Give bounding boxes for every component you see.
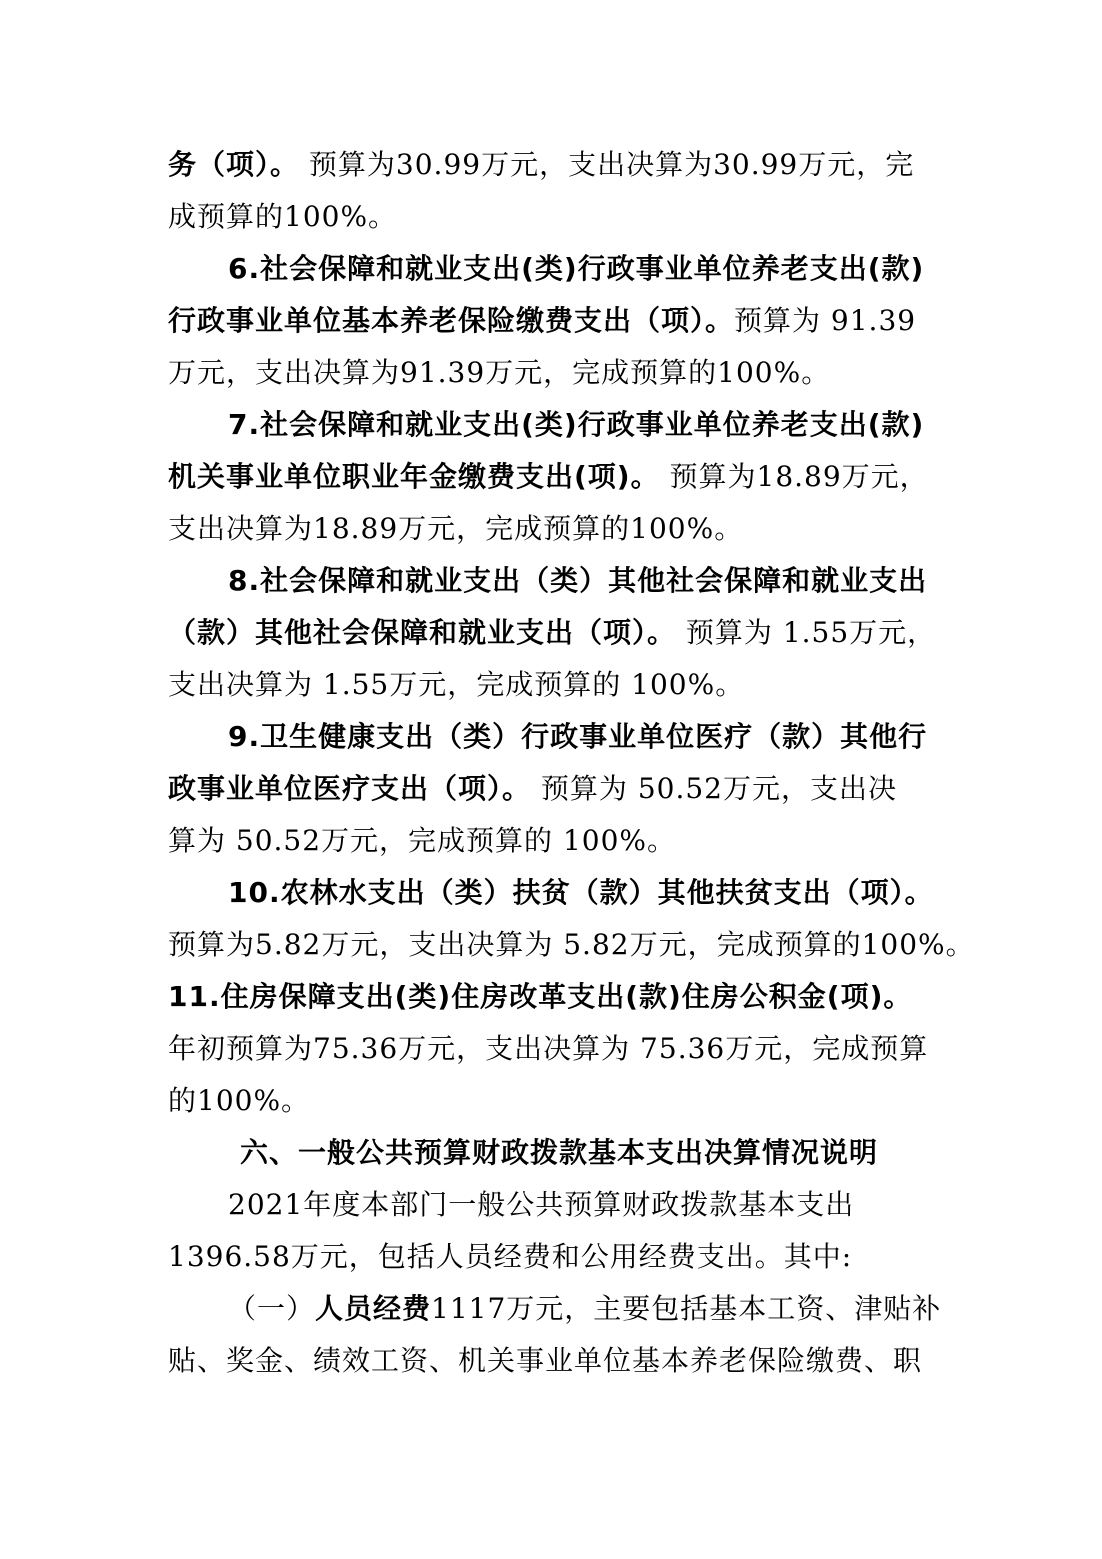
text-line	[168, 1075, 310, 1127]
body-text: 预算为 91.39	[734, 304, 917, 337]
body-text: 成预算的100%。	[168, 200, 398, 233]
item-6-title	[228, 243, 924, 295]
body-text: 支出决算为 1.55万元，完成预算的 100%。	[168, 668, 745, 701]
body-text: 万元，支出决算为91.39万元，完成预算的100%。	[168, 356, 831, 389]
body-text: 贴、奖金、绩效工资、机关事业单位基本养老保险缴费、职	[168, 1344, 923, 1377]
bold-text: 7.社会保障和就业支出(类)行政事业单位养老支出(款)	[228, 408, 925, 441]
text-line	[168, 1335, 922, 1387]
bold-text: 务（项）。	[168, 148, 300, 181]
item-7-title	[228, 399, 924, 451]
text-line	[168, 763, 897, 815]
bold-text: 行政事业单位基本养老保险缴费支出（项）。	[168, 304, 735, 337]
body-text: 预算为5.82万元，支出决算为 5.82万元，完成预算的100%。	[168, 928, 975, 961]
bold-text: 6.社会保障和就业支出(类)行政事业单位养老支出(款)	[228, 252, 925, 285]
body-text: （一）	[228, 1292, 316, 1325]
item-11-title	[168, 971, 912, 1023]
text-line	[168, 919, 975, 971]
text-line	[168, 659, 744, 711]
body-text: 的100%。	[168, 1084, 311, 1117]
bold-text: 机关事业单位职业年金缴费支出(项)。	[168, 460, 660, 493]
bold-text: 11.住房保障支出(类)住房改革支出(款)住房公积金(项)。	[168, 980, 913, 1013]
bold-text: 政事业单位医疗支出（项）。	[168, 772, 532, 805]
body-text: 预算为 1.55万元，	[676, 616, 937, 649]
item-10-title	[228, 867, 934, 919]
text-line	[168, 503, 743, 555]
body-text: 年初预算为75.36万元，支出决算为 75.36万元，完成预算	[168, 1032, 929, 1065]
text-line	[168, 347, 830, 399]
bold-text: （款）其他社会保障和就业支出（项）。	[168, 616, 677, 649]
text-line	[168, 1231, 852, 1283]
text-line	[168, 1023, 928, 1075]
text-line	[168, 295, 916, 347]
body-text: 2021年度本部门一般公共预算财政拨款基本支出	[228, 1188, 855, 1221]
text-line	[168, 191, 397, 243]
item-9-title	[228, 711, 927, 763]
body-text: 预算为 50.52万元，支出决	[531, 772, 897, 805]
text-line	[168, 815, 676, 867]
text-line	[168, 139, 914, 191]
bold-text: 8.社会保障和就业支出（类）其他社会保障和就业支出	[228, 564, 928, 597]
bold-text: 人员经费	[315, 1292, 432, 1325]
bold-text: 9.卫生健康支出（类）行政事业单位医疗（款）其他行	[228, 720, 928, 753]
body-text: 1396.58万元，包括人员经费和公用经费支出。其中:	[168, 1240, 853, 1273]
body-text: 1117万元，主要包括基本工资、津贴补	[431, 1292, 942, 1325]
body-text: 预算为30.99万元，支出决算为30.99万元，完	[299, 148, 915, 181]
text-line	[168, 607, 936, 659]
section-heading: 六、一般公共预算财政拨款基本支出决算情况说明	[240, 1136, 879, 1169]
text-line	[228, 1283, 941, 1335]
item-8-title	[228, 555, 927, 607]
text-line	[228, 1179, 854, 1231]
text-line	[168, 451, 929, 503]
bold-text: 10.农林水支出（类）扶贫（款）其他扶贫支出（项）。	[228, 876, 934, 909]
body-text: 支出决算为18.89万元，完成预算的100%。	[168, 512, 744, 545]
body-text: 预算为18.89万元，	[659, 460, 929, 493]
body-text: 算为 50.52万元，完成预算的 100%。	[168, 824, 677, 857]
